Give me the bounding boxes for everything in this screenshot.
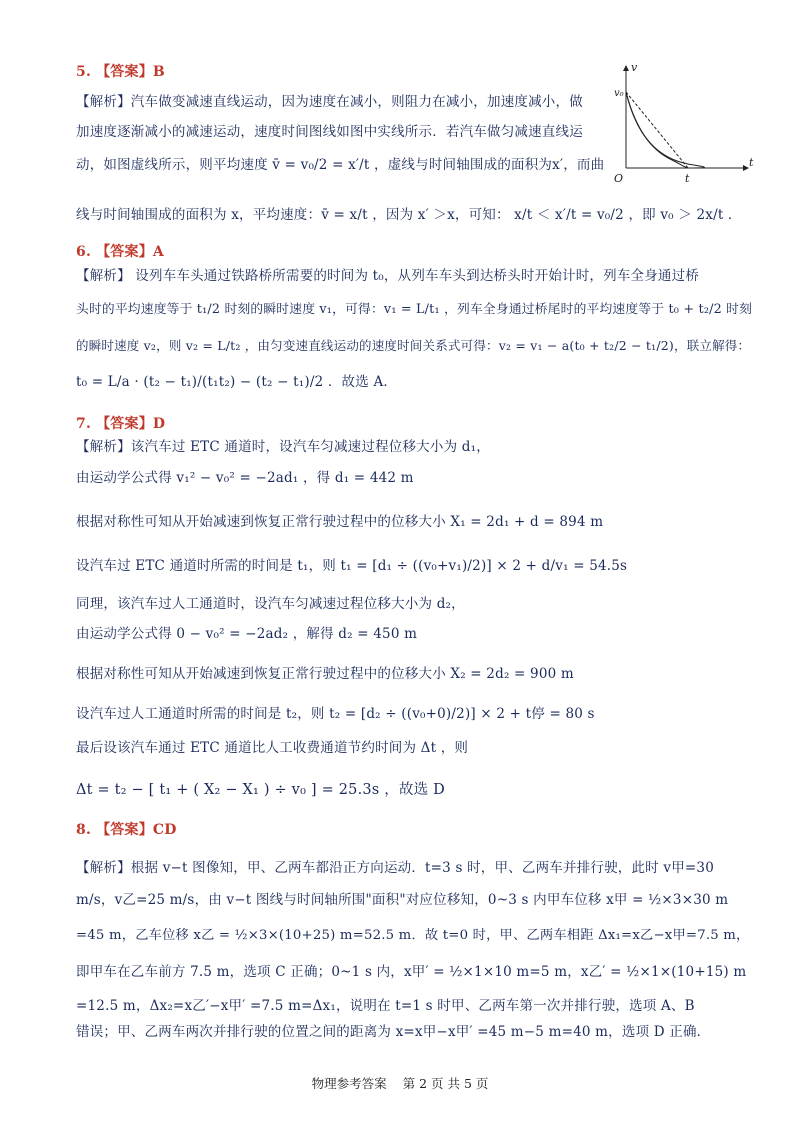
- page-footer: [0, 1074, 800, 1092]
- vt-graph-dashed-line: [626, 92, 688, 168]
- q7-line-9: 最后设该汽车通过 ETC 通道比人工收费通道节约时间为 Δt ，则: [76, 740, 469, 756]
- vt-graph-t-tick-label: t: [685, 172, 690, 185]
- q5-heading: [76, 62, 165, 82]
- q6-line-4: t₀ = L/a · (t₂ − t₁)/(t₁t₂) − (t₂ − t₁)/2 ．故选 A．: [76, 374, 398, 390]
- footer-doc-title: 物理参考答案: [311, 1076, 387, 1091]
- vt-graph-v0-label: v₀: [614, 88, 624, 99]
- vt-graph-t-label: t: [749, 156, 754, 169]
- footer-page-number: 第 2 页 共 5 页: [402, 1076, 489, 1091]
- q5-line-1: 【解析】汽车做变减速直线运动，因为速度在减小，则阻力在减小，加速度减小，做: [76, 94, 583, 110]
- q5-answer: 5. 【答案】B: [76, 64, 165, 80]
- q8-line-2: m/s，v乙=25 m/s，由 v−t 图线与时间轴所围"面积"对应位移知，0~3 s 内甲车位移 x甲 = ½×3×30 m: [76, 892, 729, 908]
- q7-line-10: Δt = t₂ − [ t₁ + ( X₂ − X₁ ) ÷ v₀ ] = 25.3s ，故选 D: [76, 782, 445, 798]
- q6-heading: [76, 242, 164, 262]
- q7-line-6: 由运动学公式得 0 − v₀² = −2ad₂ ，解得 d₂ = 450 m: [76, 626, 418, 642]
- q7-line-2: 由运动学公式得 v₁² − v₀² = −2ad₁ ，得 d₁ = 442 m: [76, 470, 414, 486]
- q7-line-8: 设汽车过人工通道时所需的时间是 t₂，则 t₂ = [d₂ ÷ ((v₀+0)/2)] × 2 + t停 = 80 s: [76, 706, 595, 722]
- q7-line-4: 设汽车过 ETC 通道时所需的时间是 t₁，则 t₁ = [d₁ ÷ ((v₀+v₁)/2)] × 2 + d/v₁ = 54.5s: [76, 558, 628, 574]
- q7-line-7: 根据对称性可知从开始减速到恢复正常行驶过程中的位移大小 X₂ = 2d₂ = 900 m: [76, 666, 574, 682]
- q6-line-2: 头时的平均速度等于 t₁/2 时刻的瞬时速度 v₁，可得：v₁ = L/t₁ ，列车全身通过桥尾时的平均速度等于 t₀ + t₂/2 时刻: [76, 302, 753, 317]
- q5-vt-graph: [610, 58, 760, 188]
- q7-line-1: 【解析】该汽车过 ETC 通道时，设汽车匀减速过程位移大小为 d₁，: [76, 439, 490, 455]
- vt-graph-v-label: v: [631, 61, 638, 74]
- q8-line-3: =45 m，乙车位移 x乙 = ½×3×(10+25) m=52.5 m．故 t=0 时，甲、乙两车相距 Δx₁=x乙−x甲=7.5 m，: [76, 928, 750, 943]
- q7-line-5: 同理，该汽车过人工通道时，设汽车匀减速过程位移大小为 d₂，: [76, 596, 465, 612]
- q8-line-4: 即甲车在乙车前方 7.5 m，选项 C 正确；0~1 s 内，x甲′ = ½×1×10 m=5 m，x乙′ = ½×1×(10+15) m: [76, 964, 747, 980]
- q6-line-3: 的瞬时速度 v₂，则 v₂ = L/t₂ ，由匀变速直线运动的速度时间关系式可得：v₂ = v₁ − a(t₀ + t₂/2 − t₁/2)，联立解得：: [76, 338, 751, 353]
- q6-line-1: 【解析】 设列车车头通过铁路桥所需要的时间为 t₀，从列车车头到达桥头时开始计时，列车全身通过桥: [76, 268, 700, 284]
- q5-line-2: 加速度逐渐减小的减速运动，速度时间图线如图中实线所示．若汽车做匀减速直线运: [76, 124, 583, 140]
- q8-heading: [76, 820, 177, 840]
- q5-line-3: 动，如图虚线所示，则平均速度 v̄ = v₀/2 = x′/t ，虚线与时间轴围成的面积为x′，而曲: [76, 157, 605, 173]
- q5-line-4: 线与时间轴围成的面积为 x，平均速度：v̄ = x/t ，因为 x′ ＞x，可知： x/t ＜ x′/t = v₀/2 ，即 v₀ ＞ 2x/t ．: [76, 207, 742, 223]
- q7-line-3: 根据对称性可知从开始减速到恢复正常行驶过程中的位移大小 X₁ = 2d₁ + d = 894 m: [76, 514, 604, 530]
- q8-line-6: 错误；甲、乙两车两次并排行驶的位置之间的距离为 x=x甲−x甲′ =45 m−5 m=40 m，选项 D 正确．: [76, 1024, 711, 1040]
- vt-graph-solid-curve-tail: [626, 92, 688, 168]
- vt-graph-origin-label: O: [614, 172, 624, 185]
- q7-heading: [76, 414, 165, 434]
- q6-answer: 6. 【答案】A: [76, 244, 164, 260]
- q7-answer: 7. 【答案】D: [76, 416, 166, 432]
- q8-line-1: 【解析】根据 v−t 图像知，甲、乙两车都沿正方向运动．t=3 s 时，甲、乙两车并排行驶，此时 v甲=30: [76, 860, 714, 876]
- q8-line-5: =12.5 m，Δx₂=x乙′−x甲′ =7.5 m=Δx₁，说明在 t=1 s 时甲、乙两车第一次并排行驶，选项 A、B: [76, 998, 695, 1014]
- q8-answer: 8. 【答案】CD: [76, 822, 177, 838]
